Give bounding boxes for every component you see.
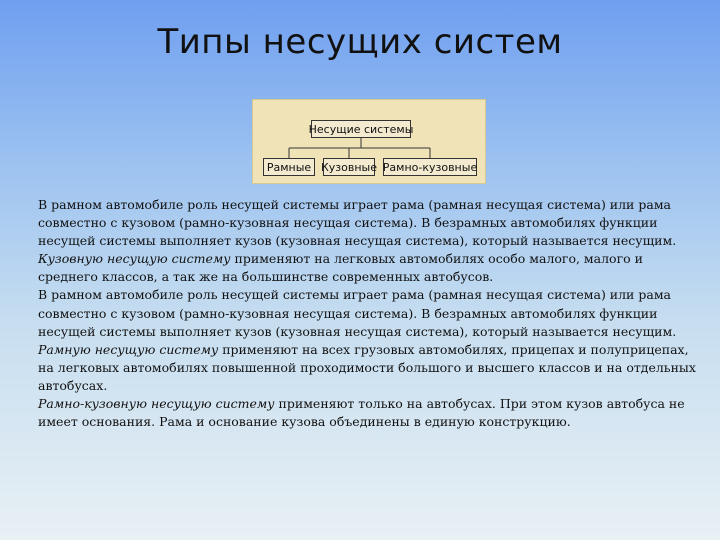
- paragraph: Кузовную несущую систему применяют на легковых автомобилях особо малого, малого и среднего классов, а так же на большинстве современных автобусов.: [38, 251, 643, 285]
- paragraph: В рамном автомобиле роль несущей системы играет рама (рамная несущая система) или рама совместно с кузовом (рамно-кузовная несущая система). В безрамных автомобилях функции несущей системы выполняет кузов (кузовная несущая система), который называется несущим.: [38, 287, 677, 339]
- paragraph: Рамно-кузовную несущую систему применяют только на автобусах. При этом кузов автобуса не имеет основания. Рама и основание кузова объединены в единую конструкцию.: [38, 396, 685, 430]
- paragraph: Рамную несущую систему применяют на всех грузовых автомобилях, прицепах и полуприцепах, на легковых автомобилях повышенной проходимости большого и высшего классов и на отдельных автобусах.: [38, 341, 696, 393]
- diagram-node-frame-body: Рамно-кузовные: [383, 158, 477, 176]
- diagram-node-frame: Рамные: [263, 158, 315, 176]
- paragraph: В рамном автомобиле роль несущей системы играет рама (рамная несущая система) или рама совместно с кузовом (рамно-кузовная несущая система). В безрамных автомобилях функции несущей системы выполняет кузов (кузовная несущая система), который называется несущим.: [38, 197, 677, 249]
- carrier-systems-diagram: [252, 99, 486, 184]
- body-text: [38, 196, 698, 431]
- diagram-node-body: Кузовные: [323, 158, 375, 176]
- diagram-root-node: Несущие системы: [311, 120, 411, 138]
- slide-title: Типы несущих систем: [157, 22, 563, 62]
